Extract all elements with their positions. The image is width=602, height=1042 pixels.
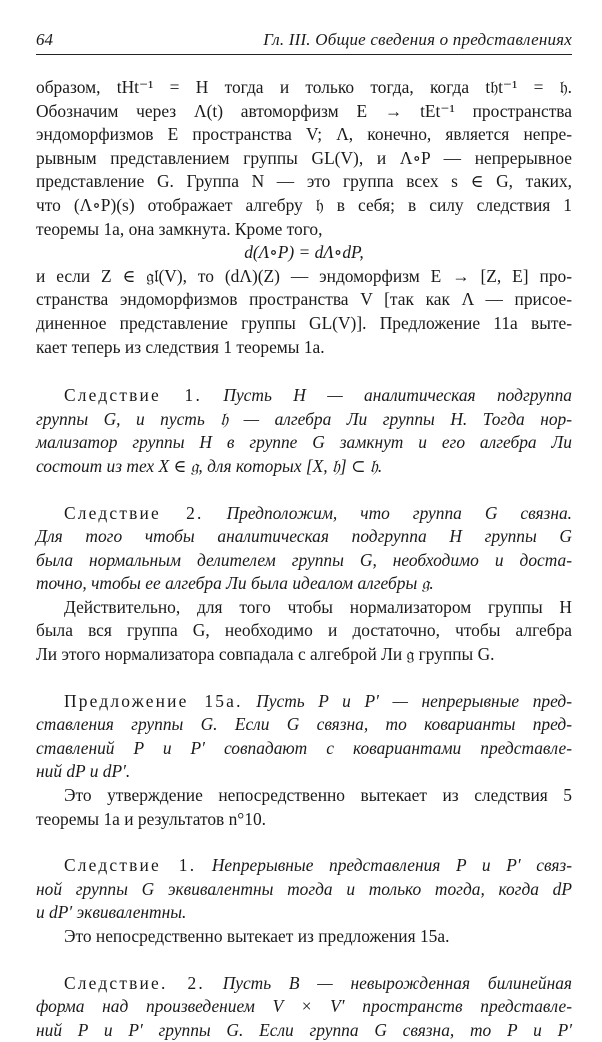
text-line: форма над произведением V × V′ пространств представле- xyxy=(36,996,572,1017)
display-formula: d(Λ∘P) = dΛ∘dP, xyxy=(244,242,364,263)
text-line: что (Λ∘P)(s) отображает алгебру 𝔥 в себя; в силу следствия 1 xyxy=(36,194,572,215)
text-line: ставления группы G. Если G связна, то коварианты пред- xyxy=(36,714,572,735)
text-line: теоремы 1a, она замкнута. Кроме того, xyxy=(36,218,323,239)
page-number: 64 xyxy=(36,30,53,49)
running-header xyxy=(36,26,572,55)
chapter-title: Гл. III. Общие сведения о представлениях xyxy=(263,30,572,49)
text-line: мализатор группы H в группе G замкнут и его алгебра Ли xyxy=(36,432,572,453)
text-line: и dP′ эквивалентны. xyxy=(36,902,187,923)
corollary-text: Пусть B — невырожденная билинейная xyxy=(222,972,572,993)
corollary-label: Следствие 1. xyxy=(64,385,203,406)
text-line: образом, tHt⁻¹ = H тогда и только тогда, когда t𝔥t⁻¹ = 𝔥. xyxy=(36,77,572,97)
proposition-label: Предложение 15a. xyxy=(64,690,243,711)
text-line: представление G. Группа N — это группа всех s ∈ G, таких, xyxy=(36,171,572,192)
text-line: Действительно, для того чтобы нормализатором группы H xyxy=(64,596,572,617)
proposition-15a xyxy=(36,690,572,714)
corollary-label: Следствие. 2. xyxy=(64,972,205,993)
page-body xyxy=(36,76,572,1042)
text-line: диненное представление группы GL(V)]. Предложение 11a выте- xyxy=(36,312,572,333)
text-line: ставлений P и P′ совпадают с ковариантами представле- xyxy=(36,737,572,758)
text-line: Обозначим через Λ(t) автоморфизм E → tEt⁻¹ пространства xyxy=(36,100,572,121)
corollary-1b xyxy=(36,854,572,878)
text-line: Для того чтобы аналитическая подгруппа H группы G xyxy=(36,526,572,547)
text-line: эндоморфизмов E пространства V; Λ, конечно, является непре- xyxy=(36,124,572,145)
text-line: ний P и P′ группы G. Если группа G связна, то P и P′ xyxy=(36,1019,572,1040)
corollary-text: Предположим, что группа G связна. xyxy=(226,502,572,523)
corollary-label: Следствие 2. xyxy=(64,502,204,523)
corollary-label: Следствие 1. xyxy=(64,855,197,876)
text-line: ной группы G эквивалентны тогда и только тогда, когда dP xyxy=(36,878,572,899)
text-line: Это непосредственно вытекает из предложения 15a. xyxy=(64,926,450,946)
corollary-1 xyxy=(36,384,572,408)
text-line: странства эндоморфизмов пространства V [так как Λ — присое- xyxy=(36,289,572,310)
corollary-2 xyxy=(36,502,572,526)
text-line: точно, чтобы ее алгебра Ли была идеалом алгебры 𝔤. xyxy=(36,573,434,594)
corollary-text: Непрерывные представления P и P′ связ- xyxy=(211,855,572,876)
text-line: состоит из тех X ∈ 𝔤, для которых [X, 𝔥] ⊂ 𝔥. xyxy=(36,455,383,476)
text-line: была вся группа G, необходимо и достаточно, чтобы алгебра xyxy=(36,620,572,641)
text-line: и если Z ∈ 𝔤𝔩(V), то (dΛ)(Z) — эндоморфизм E → [Z, E] про- xyxy=(36,265,572,286)
text-line: Ли этого нормализатора совпадала с алгеброй Ли 𝔤 группы G. xyxy=(36,644,495,665)
corollary-text: Пусть H — аналитическая подгруппа xyxy=(223,385,572,406)
text-line: была нормальным делителем группы G, необходимо и доста- xyxy=(36,549,572,570)
text-line: кает теперь из следствия 1 теоремы 1a. xyxy=(36,336,325,357)
corollary-2b xyxy=(36,972,572,996)
text-line: группы G, и пусть 𝔥 — алгебра Ли группы H. Тогда нор- xyxy=(36,408,572,429)
text-line: рывным представлением группы GL(V), и Λ∘P — непрерывное xyxy=(36,147,572,168)
text-line: Это утверждение непосредственно вытекает из следствия 5 xyxy=(64,785,572,806)
text-line: ний dP и dP′. xyxy=(36,761,131,782)
text-line: теоремы 1a и результатов n°10. xyxy=(36,808,266,829)
proposition-text: Пусть P и P′ — непрерывные пред- xyxy=(256,690,572,711)
